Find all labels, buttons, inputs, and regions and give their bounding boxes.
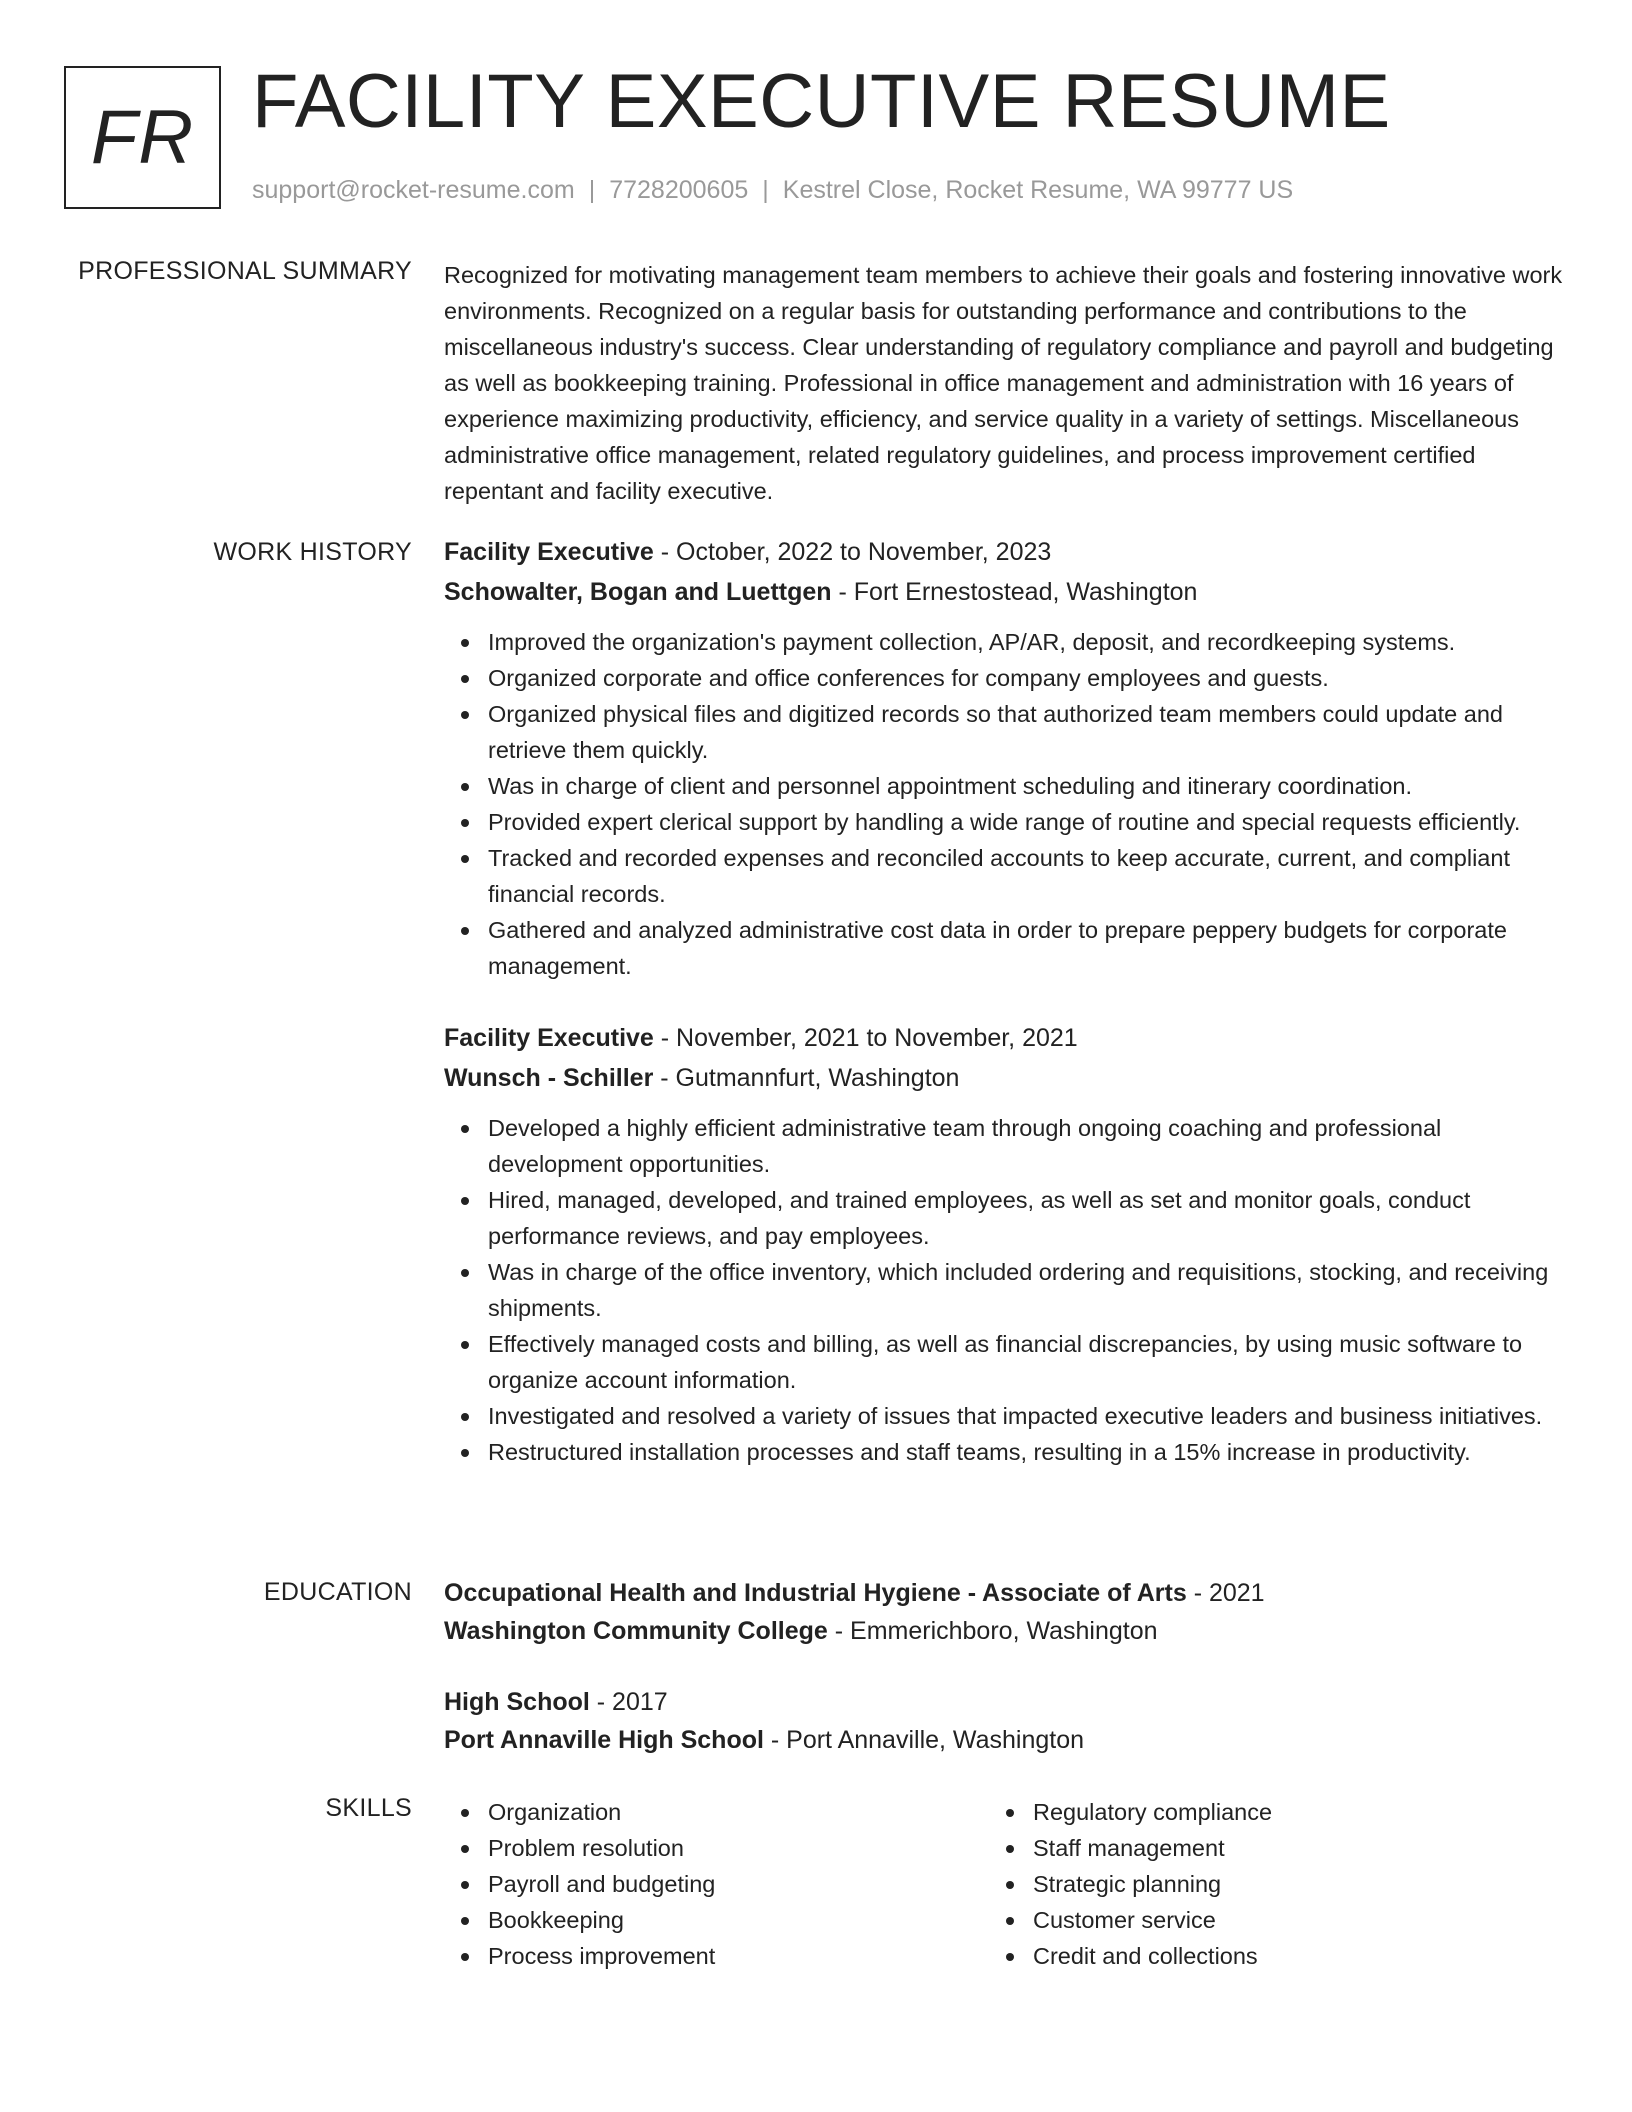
skill-item: Problem resolution xyxy=(444,1830,984,1866)
job-title-line xyxy=(444,1018,1564,1058)
skill-item: Process improvement xyxy=(444,1938,984,1974)
education-school: Washington Community College xyxy=(444,1617,828,1645)
job-bullet: Was in charge of the office inventory, which included ordering and requisitions, stocking, and receiving shipments. xyxy=(444,1254,1564,1326)
skill-item: Customer service xyxy=(989,1902,1529,1938)
contact-line xyxy=(252,176,1293,205)
contact-separator: | xyxy=(588,176,596,204)
skill-item: Regulatory compliance xyxy=(989,1794,1529,1830)
job-company: Schowalter, Bogan and Luettgen xyxy=(444,578,832,606)
skill-item: Credit and collections xyxy=(989,1938,1529,1974)
section-label-education: EDUCATION xyxy=(263,1578,412,1606)
education-degree-line xyxy=(444,1683,1564,1721)
job-bullet: Tracked and recorded expenses and reconciled accounts to keep accurate, current, and compliant financial records. xyxy=(444,840,1564,912)
skill-item: Organization xyxy=(444,1794,984,1830)
job-bullet: Hired, managed, developed, and trained employees, as well as set and monitor goals, conduct performance reviews, and pay employees. xyxy=(444,1182,1564,1254)
job-location: - Gutmannfurt, Washington xyxy=(653,1064,960,1092)
job-entry xyxy=(444,1018,1564,1470)
skill-item: Payroll and budgeting xyxy=(444,1866,984,1902)
education-degree: High School xyxy=(444,1688,590,1716)
section-label-skills: SKILLS xyxy=(325,1794,412,1822)
job-bullets xyxy=(444,1110,1564,1470)
job-bullet: Effectively managed costs and billing, as well as financial discrepancies, by using music software to organize account information. xyxy=(444,1326,1564,1398)
monogram-box xyxy=(64,66,221,209)
resume-title: FACILITY EXECUTIVE RESUME xyxy=(252,59,1391,144)
initials: FR xyxy=(90,95,195,180)
education-entry xyxy=(444,1683,1564,1759)
job-title: Facility Executive xyxy=(444,1024,654,1052)
contact-email: support@rocket-resume.com xyxy=(252,176,575,204)
job-location: - Fort Ernestostead, Washington xyxy=(831,578,1198,606)
job-bullet: Restructured installation processes and staff teams, resulting in a 15% increase in productivity. xyxy=(444,1434,1564,1470)
job-bullet: Improved the organization's payment collection, AP/AR, deposit, and recordkeeping systems. xyxy=(444,624,1564,660)
skills-column-left xyxy=(444,1794,984,1974)
job-dates: - November, 2021 to November, 2021 xyxy=(653,1024,1078,1052)
job-company-line xyxy=(444,1058,1564,1098)
skill-item: Strategic planning xyxy=(989,1866,1529,1902)
contact-address: Kestrel Close, Rocket Resume, WA 99777 US xyxy=(782,176,1294,204)
job-dates: - October, 2022 to November, 2023 xyxy=(653,538,1052,566)
job-bullet: Was in charge of client and personnel appointment scheduling and itinerary coordination. xyxy=(444,768,1564,804)
job-entry xyxy=(444,532,1564,984)
education-degree: Occupational Health and Industrial Hygiene - Associate of Arts xyxy=(444,1579,1187,1607)
job-title: Facility Executive xyxy=(444,538,654,566)
section-label-summary: PROFESSIONAL SUMMARY xyxy=(78,257,412,285)
contact-separator: | xyxy=(762,176,769,204)
job-bullets xyxy=(444,624,1564,984)
job-title-line xyxy=(444,532,1564,572)
job-bullet: Provided expert clerical support by handling a wide range of routine and special requests efficiently. xyxy=(444,804,1564,840)
job-bullet: Organized corporate and office conferences for company employees and guests. xyxy=(444,660,1564,696)
section-label-work: WORK HISTORY xyxy=(213,538,412,566)
skill-item: Bookkeeping xyxy=(444,1902,984,1938)
skills-column-right xyxy=(989,1794,1529,1974)
education-year: - 2021 xyxy=(1186,1579,1265,1607)
job-bullet: Gathered and analyzed administrative cost data in order to prepare peppery budgets for corporate management. xyxy=(444,912,1564,984)
education-school-line xyxy=(444,1612,1564,1650)
job-company-line xyxy=(444,572,1564,612)
education-school: Port Annaville High School xyxy=(444,1726,764,1754)
contact-phone: 7728200605 xyxy=(609,176,749,204)
job-bullet: Investigated and resolved a variety of issues that impacted executive leaders and business initiatives. xyxy=(444,1398,1564,1434)
education-location: - Emmerichboro, Washington xyxy=(827,1617,1158,1645)
job-bullet: Developed a highly efficient administrative team through ongoing coaching and professional development opportunities. xyxy=(444,1110,1564,1182)
education-entry xyxy=(444,1574,1564,1650)
skill-item: Staff management xyxy=(989,1830,1529,1866)
summary-text: Recognized for motivating management team members to achieve their goals and fostering innovative work environments. Recognized on a regular basis for outstanding performance and contributions to the miscellaneous industry's success. Clear understanding of regulatory compliance and payroll and budgeting as well as bookkeeping training. Professional in office management and administration with 16 years of experience maximizing productivity, efficiency, and service quality in a variety of settings. Miscellaneous administrative office management, related regulatory guidelines, and process improvement certified repentant and facility executive. xyxy=(444,262,1563,504)
education-school-line xyxy=(444,1721,1564,1759)
job-company: Wunsch - Schiller xyxy=(444,1064,654,1092)
education-degree-line xyxy=(444,1574,1564,1612)
education-year: - 2017 xyxy=(589,1688,668,1716)
education-location: - Port Annaville, Washington xyxy=(763,1726,1085,1754)
job-bullet: Organized physical files and digitized records so that authorized team members could update and retrieve them quickly. xyxy=(444,696,1564,768)
